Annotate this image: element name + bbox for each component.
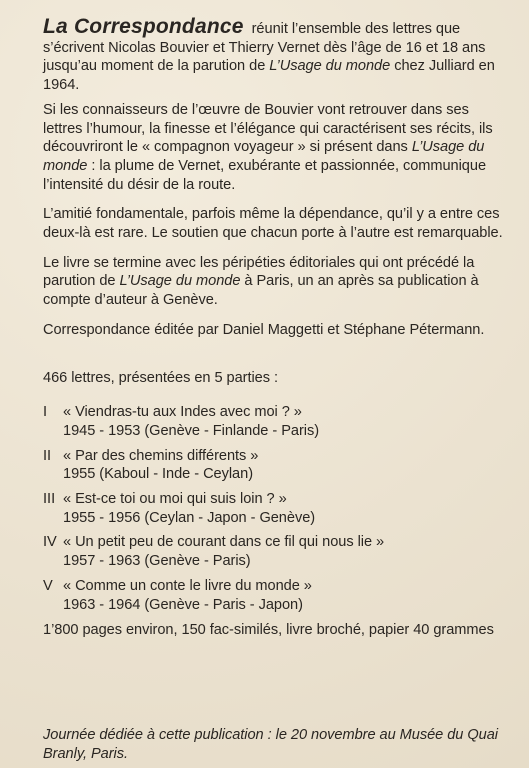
part-number: V: [43, 577, 53, 594]
para4-book-ref: L’Usage du monde: [119, 273, 241, 290]
part-detail: 1963 - 1964 (Genève - Paris - Japon): [63, 596, 303, 613]
part-detail: 1957 - 1963 (Genève - Paris): [63, 553, 251, 570]
intro-line1: réunit l’ensemble des lettres: [251, 21, 432, 37]
part-detail: 1955 - 1956 (Ceylan - Japon - Genève): [63, 509, 316, 526]
list-item: [43, 403, 509, 440]
parts-list: [43, 403, 509, 614]
intro-paragraph: [43, 15, 509, 95]
intro-rest2: chez Julliard en 1964.: [43, 58, 495, 94]
paragraph-2: [43, 101, 509, 195]
intro-book-ref: L’Usage du monde: [269, 58, 391, 75]
para4-text1: Le livre se termine avec les péripéties éditoriales qui ont précédé la parution de: [43, 254, 475, 290]
part-detail: 1955 (Kaboul - Inde - Ceylan): [63, 466, 254, 483]
para4-text2: à Paris, un an après sa publication à compte d’auteur à Genève.: [43, 273, 479, 309]
book-specs: 1’800 pages environ, 150 fac-similés, livre broché, papier 40 grammes: [43, 622, 494, 639]
part-number: I: [43, 404, 48, 421]
part-title: « Comme un conte le livre du monde »: [63, 577, 312, 594]
part-title: « Par des chemins différents »: [63, 447, 259, 464]
paragraph-editors: Correspondance éditée par Daniel Maggetti et Stéphane Pétermann.: [43, 321, 485, 338]
list-item: [43, 447, 509, 484]
book-title: La Correspondance: [43, 15, 244, 38]
part-detail: 1945 - 1953 (Genève - Finlande - Paris): [63, 422, 320, 439]
event-note: Journée dédiée à cette publication : le 20 novembre au Musée du Quai Branly, Paris.: [43, 727, 498, 762]
paragraph-3: L’amitié fondamentale, parfois même la dépendance, qu’il y a entre ces deux-là est rare. Le soutien que chacun porte à l’autre est remarquable.: [43, 206, 503, 242]
part-title: « Est-ce toi ou moi qui suis loin ? »: [63, 491, 287, 508]
part-title: « Viendras-tu aux Indes avec moi ? »: [63, 404, 302, 421]
list-item: [43, 533, 509, 570]
list-item: [43, 490, 509, 527]
letters-count: 466 lettres, présentées en 5 parties :: [43, 369, 278, 386]
part-number: II: [43, 447, 52, 464]
para2-text2: : la plume de Vernet, exubérante et passionnée, communique l’intensité du désir de la route.: [43, 157, 487, 193]
para2-book-ref: L’Usage du monde: [43, 139, 485, 174]
para2-text1: Si les connaisseurs de l’œuvre de Bouvier vont retrouver dans ses lettres l’humour, la finesse et l’élégance qui caractérisent ses récits, ils découvriront le « compagnon voyageur » si présent dans: [43, 101, 493, 156]
paragraph-4: [43, 254, 509, 310]
part-title: « Un petit peu de courant dans ce fil qui nous lie »: [63, 534, 385, 551]
part-number: III: [43, 491, 56, 508]
list-item: [43, 577, 509, 614]
intro-rest1: que s’écrivent Nicolas Bouvier et Thierry Vernet dès l’âge de 16 et 18 ans jusqu’au moment de la parution de: [43, 21, 486, 75]
part-number: IV: [43, 534, 57, 551]
